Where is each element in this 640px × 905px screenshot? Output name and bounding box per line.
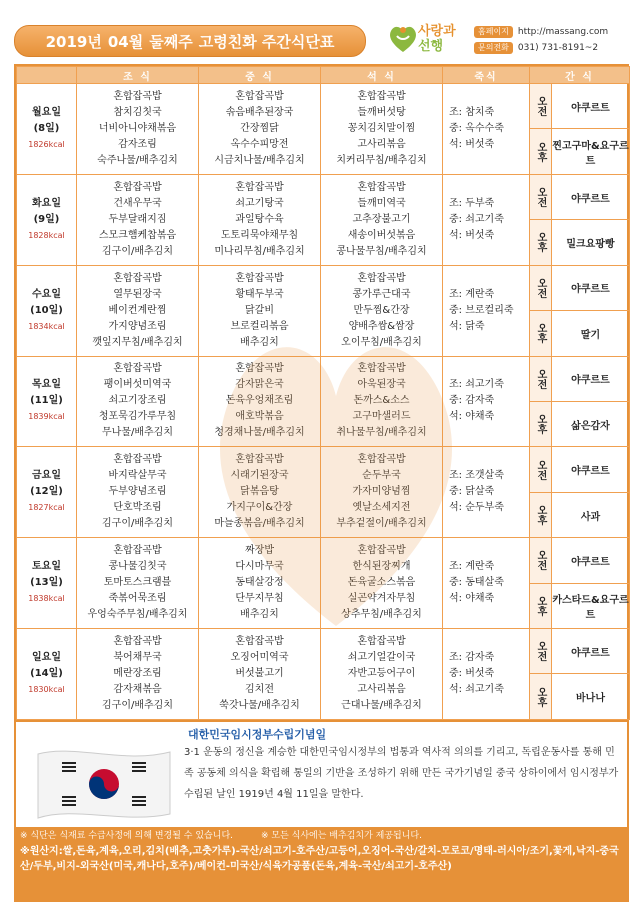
dinner-item: 들깨버섯탕 <box>357 106 406 118</box>
breakfast-item: 감자채볶음 <box>113 684 162 696</box>
dinner-item: 고사리볶음 <box>357 684 406 696</box>
juk-item: 석: 야채죽 <box>449 411 495 423</box>
breakfast-item: 무나물/배추김치 <box>102 427 173 439</box>
dinner-item: 고사리볶음 <box>357 138 406 150</box>
dinner-item: 만두찜&간장 <box>353 304 410 316</box>
snack-pm: 밀크요팡빵 <box>552 220 630 265</box>
lunch-item: 다시마무국 <box>235 561 284 573</box>
day-date: (12일) <box>30 486 63 498</box>
notice-body: 3·1 운동의 정신을 계승한 대한민국임시정부의 법통과 역사적 의의를 기리고, 독립운동사를 통해 민족 공동체 의식을 확립해 통일의 기반을 조성하기 위해 만든 국가기념일 중국 상하이에서 임시정부가 수립된 날인 1919년 4월 11일을 말한다. <box>184 747 619 800</box>
day-kcal: 1827kcal <box>28 503 65 513</box>
lunch-item: 애호박볶음 <box>235 411 284 423</box>
juk-item: 중: 동태살죽 <box>449 577 504 589</box>
day-kcal: 1830kcal <box>28 685 65 695</box>
breakfast-item: 혼합잡곡밥 <box>113 272 162 284</box>
snack-am-label: 오전 <box>530 356 552 401</box>
breakfast-item: 팽이버섯미역국 <box>103 379 172 391</box>
lunch-item: 혼합잡곡밥 <box>235 454 284 466</box>
juk-item: 조: 참치죽 <box>449 106 495 118</box>
day-kcal: 1828kcal <box>28 230 65 240</box>
contact-info <box>474 24 608 56</box>
snack-am: 야쿠르트 <box>552 538 630 583</box>
day-label <box>17 538 77 629</box>
snack-pm: 찐고구마&요구르트 <box>552 129 630 174</box>
dinner-item: 오이무침/배추김치 <box>341 336 422 348</box>
day-label <box>17 629 77 720</box>
col-breakfast: 조 식 <box>77 67 199 84</box>
korean-flag-icon <box>34 744 174 824</box>
dinner-item: 근대나물/배추김치 <box>341 700 422 712</box>
snack-am-label: 오전 <box>530 629 552 674</box>
snack-pm-label: 오후 <box>530 492 552 537</box>
dinner-cell <box>321 84 443 175</box>
breakfast-cell <box>77 538 199 629</box>
breakfast-cell <box>77 84 199 175</box>
breakfast-cell <box>77 356 199 447</box>
snack-am: 야쿠르트 <box>552 265 630 310</box>
juk-item: 중: 버섯죽 <box>449 668 495 680</box>
dinner-item: 가자미양념찜 <box>352 486 411 498</box>
breakfast-item: 혼합잡곡밥 <box>113 545 162 557</box>
snack-am: 야쿠르트 <box>552 356 630 401</box>
lunch-item: 혼합잡곡밥 <box>235 363 284 375</box>
breakfast-cell <box>77 265 199 356</box>
title-year: 2019년 <box>45 32 102 51</box>
dinner-item: 실곤약겨자무침 <box>347 593 416 605</box>
lunch-item: 혼합잡곡밥 <box>235 181 284 193</box>
menu-grid <box>14 64 629 722</box>
snack-pm-label: 오후 <box>530 220 552 265</box>
lunch-item: 과일탕수육 <box>235 213 284 225</box>
dinner-item: 옛날소세지전 <box>352 502 411 514</box>
day-kcal: 1839kcal <box>28 412 65 422</box>
juk-item: 조: 계란죽 <box>449 561 495 573</box>
dinner-item: 양배추쌈&쌈장 <box>348 320 415 332</box>
breakfast-item: 혼합잡곡밥 <box>113 181 162 193</box>
dinner-item: 쇠고기얼갈이국 <box>347 652 416 664</box>
phone-label: 문의전화 <box>474 42 513 54</box>
breakfast-item: 죽볶어묵조림 <box>108 593 167 605</box>
lunch-item: 단무지무침 <box>235 593 284 605</box>
juk-item: 석: 순두부죽 <box>449 502 504 514</box>
breakfast-item: 쇠고기장조림 <box>108 395 167 407</box>
day-row <box>17 629 630 674</box>
notice-title: 대한민국임시정부수립기념일 <box>188 728 327 741</box>
breakfast-item: 두부달래지짐 <box>108 213 167 225</box>
dinner-item: 콩가루근대국 <box>352 288 411 300</box>
homepage-label: 홈페이지 <box>474 26 513 38</box>
footer-note-change: ※ 식단은 식재료 수급사정에 의해 변경될 수 있습니다. <box>20 831 234 841</box>
lunch-item: 시래기된장국 <box>230 470 289 482</box>
breakfast-item: 깻잎지무침/배추김치 <box>92 336 183 348</box>
dinner-item: 부추겉절이/배추김치 <box>336 518 427 530</box>
dinner-item: 혼합잡곡밥 <box>357 181 406 193</box>
lunch-item: 짜장밥 <box>245 545 274 557</box>
lunch-item: 버섯불고기 <box>235 668 284 680</box>
dinner-item: 순두부국 <box>362 470 401 482</box>
lunch-item: 간장찜닭 <box>240 122 279 134</box>
lunch-cell <box>199 265 321 356</box>
breakfast-item: 단호박조림 <box>113 502 162 514</box>
col-dinner: 석 식 <box>321 67 443 84</box>
snack-pm: 바나나 <box>552 674 630 720</box>
title-month: 04월 <box>107 32 144 51</box>
breakfast-item: 청포묵김가루무침 <box>98 411 177 423</box>
snack-am-label: 오전 <box>530 447 552 492</box>
snack-am-label: 오전 <box>530 538 552 583</box>
lunch-item: 옥수수피망전 <box>230 138 289 150</box>
day-name: 월요일 <box>32 106 61 118</box>
breakfast-item: 혼합잡곡밥 <box>113 636 162 648</box>
juk-item: 조: 감자죽 <box>449 652 495 664</box>
day-kcal: 1834kcal <box>28 321 65 331</box>
dinner-cell <box>321 356 443 447</box>
lunch-item: 닭볶음탕 <box>240 486 279 498</box>
snack-pm: 카스타드&요구르트 <box>552 583 630 628</box>
day-name: 토요일 <box>32 561 61 573</box>
juk-item: 중: 옥수수죽 <box>449 122 504 134</box>
footer-origin: ※원산지:쌀,돈육,계육,오리,김치(배추,고춧가루)-국산/쇠고기-호주산/고등어,오징어-국산/갈치-모로코/명태-러시아/조기,꽃게,낙지-중국산/두부,비지-외국산(미국,캐나다,호주)/베이컨-미국산/식육가공품(돈육,계육-국산/쇠고기-호주산) <box>20 846 619 872</box>
day-date: (10일) <box>30 304 63 316</box>
dinner-item: 아욱된장국 <box>357 379 406 391</box>
snack-pm-label: 오후 <box>530 311 552 356</box>
snack-am: 야쿠르트 <box>552 84 630 129</box>
juk-item: 중: 닭살죽 <box>449 486 495 498</box>
dinner-cell <box>321 447 443 538</box>
juk-item: 석: 버섯죽 <box>449 138 495 150</box>
day-row <box>17 356 630 401</box>
day-date: (14일) <box>30 668 63 680</box>
dinner-cell <box>321 629 443 720</box>
juk-item: 석: 버섯죽 <box>449 229 495 241</box>
dinner-item: 혼합잡곡밥 <box>357 454 406 466</box>
dinner-item: 고추장불고기 <box>352 213 411 225</box>
breakfast-cell <box>77 447 199 538</box>
breakfast-item: 건새우무국 <box>113 197 162 209</box>
lunch-item: 마늘종볶음/배추김치 <box>214 518 305 530</box>
breakfast-item: 스모크햄케찹볶음 <box>98 229 177 241</box>
lunch-cell <box>199 174 321 265</box>
snack-pm-label: 오후 <box>530 401 552 446</box>
juk-cell <box>443 538 530 629</box>
menu-table <box>16 66 630 720</box>
lunch-item: 시금치나물/배추김치 <box>214 154 305 166</box>
juk-item: 조: 계란죽 <box>449 288 495 300</box>
day-date: (13일) <box>30 577 63 589</box>
breakfast-item: 메란장조림 <box>113 668 162 680</box>
juk-cell <box>443 174 530 265</box>
day-date: (8일) <box>33 122 60 134</box>
breakfast-cell <box>77 174 199 265</box>
day-label <box>17 356 77 447</box>
juk-cell <box>443 84 530 175</box>
breakfast-item: 우엉숙주무침/배추김치 <box>87 609 188 621</box>
logo <box>388 22 470 56</box>
juk-item: 조: 두부죽 <box>449 197 495 209</box>
breakfast-item: 숙주나물/배추김치 <box>97 154 178 166</box>
juk-cell <box>443 629 530 720</box>
dinner-item: 혼합잡곡밥 <box>357 90 406 102</box>
day-date: (9일) <box>33 213 60 225</box>
juk-cell <box>443 356 530 447</box>
breakfast-item: 바지락살무국 <box>108 470 167 482</box>
lunch-item: 청경채나물/배추김치 <box>214 427 305 439</box>
breakfast-item: 콩나물김칫국 <box>108 561 167 573</box>
day-row <box>17 447 630 492</box>
col-snack: 간 식 <box>530 67 630 84</box>
breakfast-item: 가지양념조림 <box>108 320 167 332</box>
dinner-item: 돈까스&소스 <box>353 395 410 407</box>
dinner-item: 돈육굴소스볶음 <box>347 577 416 589</box>
header <box>0 0 640 60</box>
lunch-item: 동태살강정 <box>235 577 284 589</box>
dinner-item: 콩나물무침/배추김치 <box>336 245 427 257</box>
snack-pm-label: 오후 <box>530 129 552 174</box>
footer-note-kimchi: ※ 모든 식사에는 배추김치가 제공됩니다. <box>261 831 422 841</box>
breakfast-item: 두부양념조림 <box>108 486 167 498</box>
breakfast-item: 감자조림 <box>118 138 157 150</box>
snack-am: 야쿠르트 <box>552 629 630 674</box>
lunch-item: 배추김치 <box>240 609 279 621</box>
dinner-item: 꽁치김치말이찜 <box>347 122 416 134</box>
snack-pm-label: 오후 <box>530 583 552 628</box>
snack-pm-label: 오후 <box>530 674 552 720</box>
day-kcal: 1838kcal <box>28 594 65 604</box>
homepage-link[interactable]: http://massang.com <box>517 27 609 37</box>
breakfast-item: 혼합잡곡밥 <box>113 454 162 466</box>
lunch-item: 김치전 <box>245 684 274 696</box>
day-label <box>17 265 77 356</box>
lunch-item: 감자맑은국 <box>235 379 284 391</box>
page-title <box>14 25 366 57</box>
dinner-item: 한식된장찌개 <box>352 561 411 573</box>
lunch-item: 혼합잡곡밥 <box>235 90 284 102</box>
day-kcal: 1826kcal <box>28 139 65 149</box>
lunch-item: 솎음배추된장국 <box>225 106 294 118</box>
lunch-cell <box>199 629 321 720</box>
title-week: 둘째주 <box>149 32 193 51</box>
lunch-item: 돈육우엉채조림 <box>225 395 294 407</box>
day-row <box>17 538 630 583</box>
lunch-item: 배추김치 <box>240 336 279 348</box>
juk-item: 중: 감자죽 <box>449 395 495 407</box>
breakfast-item: 혼합잡곡밥 <box>113 90 162 102</box>
breakfast-item: 토마토스크램블 <box>103 577 172 589</box>
dinner-cell <box>321 265 443 356</box>
dinner-item: 상추무침/배추김치 <box>341 609 422 621</box>
day-label <box>17 174 77 265</box>
day-name: 목요일 <box>32 379 61 391</box>
footer <box>14 827 629 902</box>
dinner-cell <box>321 174 443 265</box>
lunch-item: 혼합잡곡밥 <box>235 272 284 284</box>
dinner-item: 혼합잡곡밥 <box>357 545 406 557</box>
day-name: 금요일 <box>32 470 61 482</box>
dinner-item: 새송이버섯볶음 <box>347 229 416 241</box>
day-date: (11일) <box>30 395 63 407</box>
snack-am-label: 오전 <box>530 84 552 129</box>
snack-pm: 삶은감자 <box>552 401 630 446</box>
phone-number: 031) 731-8191~2 <box>517 43 599 53</box>
breakfast-cell <box>77 629 199 720</box>
lunch-item: 닭갈비 <box>245 304 274 316</box>
lunch-item: 쑥갓나물/배추김치 <box>219 700 300 712</box>
juk-item: 중: 브로컬리죽 <box>449 304 514 316</box>
snack-am-label: 오전 <box>530 174 552 219</box>
breakfast-item: 김구이/배추김치 <box>102 700 173 712</box>
breakfast-item: 참치김칫국 <box>113 106 162 118</box>
dinner-item: 치커리무침/배추김치 <box>336 154 427 166</box>
lunch-cell <box>199 538 321 629</box>
dinner-cell <box>321 538 443 629</box>
logo-line2: 선행 <box>418 39 444 54</box>
snack-pm: 딸기 <box>552 311 630 356</box>
col-juk: 죽식 <box>443 67 530 84</box>
dinner-item: 자반고등어구이 <box>347 668 416 680</box>
dinner-item: 혼합잡곡밥 <box>357 272 406 284</box>
snack-am: 야쿠르트 <box>552 174 630 219</box>
day-name: 일요일 <box>32 652 61 664</box>
day-name: 수요일 <box>32 288 61 300</box>
breakfast-item: 베이컨계란찜 <box>108 304 167 316</box>
day-row <box>17 174 630 219</box>
day-label <box>17 447 77 538</box>
day-row <box>17 84 630 129</box>
day-row <box>17 265 630 310</box>
lunch-item: 혼합잡곡밥 <box>235 636 284 648</box>
title-main: 고령친화 주간식단표 <box>198 32 335 51</box>
juk-item: 중: 쇠고기죽 <box>449 213 504 225</box>
juk-item: 조: 쇠고기죽 <box>449 379 504 391</box>
juk-item: 석: 야채죽 <box>449 593 495 605</box>
juk-cell <box>443 265 530 356</box>
snack-am: 야쿠르트 <box>552 447 630 492</box>
breakfast-item: 혼합잡곡밥 <box>113 363 162 375</box>
notice-section <box>14 722 629 827</box>
col-lunch: 중 식 <box>199 67 321 84</box>
lunch-item: 도토리묵야채무침 <box>220 229 299 241</box>
breakfast-item: 김구이/배추김치 <box>102 245 173 257</box>
lunch-cell <box>199 84 321 175</box>
snack-pm: 사과 <box>552 492 630 537</box>
lunch-item: 쇠고기탕국 <box>235 197 284 209</box>
breakfast-item: 너비아니야채볶음 <box>98 122 177 134</box>
dinner-item: 혼합잡곡밥 <box>357 636 406 648</box>
breakfast-item: 김구이/배추김치 <box>102 518 173 530</box>
breakfast-item: 북어채무국 <box>113 652 162 664</box>
juk-item: 석: 쇠고기죽 <box>449 684 504 696</box>
lunch-item: 브로컬리볶음 <box>230 320 289 332</box>
day-name: 화요일 <box>32 197 61 209</box>
logo-line1: 사랑과 <box>418 24 456 39</box>
juk-item: 조: 조갯살죽 <box>449 470 504 482</box>
lunch-item: 황태두부국 <box>235 288 284 300</box>
header-blank <box>17 67 77 84</box>
day-label <box>17 84 77 175</box>
lunch-cell <box>199 356 321 447</box>
snack-am-label: 오전 <box>530 265 552 310</box>
breakfast-item: 열무된장국 <box>113 288 162 300</box>
lunch-item: 미나리무침/배추김치 <box>214 245 305 257</box>
lunch-cell <box>199 447 321 538</box>
dinner-item: 들깨미역국 <box>357 197 406 209</box>
dinner-item: 고구마샐러드 <box>352 411 411 423</box>
dinner-item: 혼합잡곡밥 <box>357 363 406 375</box>
lunch-item: 오징어미역국 <box>230 652 289 664</box>
dinner-item: 취나물무침/배추김치 <box>336 427 427 439</box>
juk-cell <box>443 447 530 538</box>
juk-item: 석: 닭죽 <box>449 320 485 332</box>
lunch-item: 가지구이&간장 <box>226 502 293 514</box>
logo-heart-icon <box>388 22 418 56</box>
